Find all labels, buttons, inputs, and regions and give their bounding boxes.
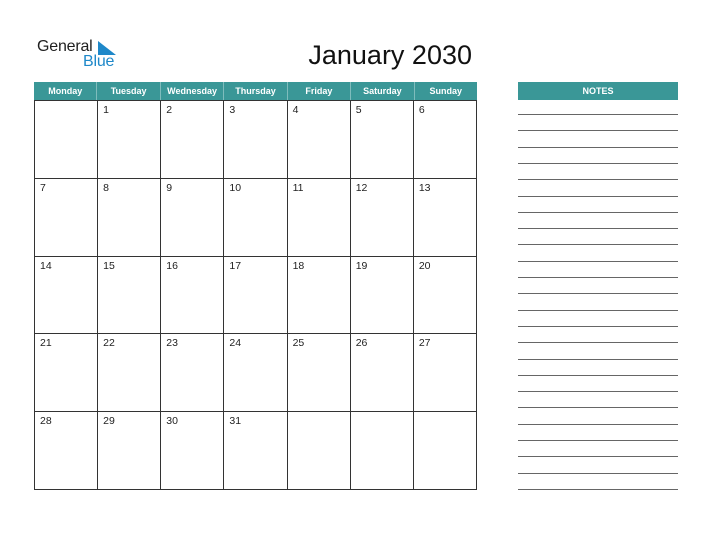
day-cell[interactable] <box>98 412 161 490</box>
note-line[interactable] <box>518 424 678 425</box>
weekday-monday: Monday <box>34 82 97 100</box>
day-cell[interactable] <box>351 101 414 179</box>
note-line[interactable] <box>518 440 678 441</box>
day-number: 15 <box>103 259 115 272</box>
day-cell[interactable] <box>161 257 224 335</box>
note-line[interactable] <box>518 114 678 115</box>
note-line[interactable] <box>518 407 678 408</box>
day-number: 30 <box>166 415 178 428</box>
note-line[interactable] <box>518 277 678 278</box>
day-cell[interactable] <box>98 334 161 412</box>
day-number: 14 <box>40 259 52 272</box>
note-line[interactable] <box>518 244 678 245</box>
day-cell[interactable] <box>288 412 351 490</box>
day-cell[interactable] <box>414 334 477 412</box>
day-number: 29 <box>103 415 115 428</box>
day-cell[interactable] <box>98 257 161 335</box>
logo-blue-text: Blue <box>83 53 115 70</box>
day-cell[interactable] <box>288 334 351 412</box>
day-number: 6 <box>418 104 425 116</box>
day-cell[interactable] <box>161 179 224 257</box>
day-cell[interactable] <box>414 101 477 179</box>
day-number: 4 <box>292 104 299 116</box>
weekday-saturday: Saturday <box>351 82 414 100</box>
calendar <box>34 82 477 490</box>
weekday-wednesday: Wednesday <box>161 82 224 100</box>
day-number: 12 <box>355 181 368 194</box>
day-cell[interactable] <box>35 257 98 335</box>
note-line[interactable] <box>518 489 678 490</box>
note-line[interactable] <box>518 326 678 327</box>
weekday-thursday: Thursday <box>224 82 287 100</box>
day-cell[interactable] <box>161 412 224 490</box>
note-line[interactable] <box>518 179 678 180</box>
day-cell[interactable] <box>414 257 477 335</box>
day-cell[interactable] <box>98 179 161 257</box>
month-title: January 2030 <box>308 40 472 70</box>
day-grid <box>34 100 477 490</box>
note-line[interactable] <box>518 359 678 360</box>
logo-general-text: General <box>37 38 93 55</box>
day-number: 23 <box>166 337 178 350</box>
note-line[interactable] <box>518 130 678 131</box>
day-number: 1 <box>103 104 109 116</box>
day-number: 31 <box>229 415 242 428</box>
day-cell[interactable] <box>224 101 287 179</box>
weekday-friday: Friday <box>288 82 351 100</box>
note-line[interactable] <box>518 147 678 148</box>
day-number: 13 <box>418 181 431 194</box>
day-cell[interactable] <box>351 257 414 335</box>
day-number: 9 <box>166 181 173 194</box>
day-number: 16 <box>166 259 178 272</box>
day-number: 21 <box>40 337 52 350</box>
day-cell[interactable] <box>35 412 98 490</box>
day-cell[interactable] <box>351 179 414 257</box>
day-cell[interactable] <box>224 334 287 412</box>
weekday-header <box>34 82 477 100</box>
notes-heading: NOTES <box>518 82 678 100</box>
day-number: 17 <box>229 259 242 272</box>
note-line[interactable] <box>518 228 678 229</box>
day-cell[interactable] <box>414 412 477 490</box>
day-number: 25 <box>292 337 305 350</box>
general-blue-logo <box>37 38 137 72</box>
day-cell[interactable] <box>414 179 477 257</box>
note-line[interactable] <box>518 391 678 392</box>
day-cell[interactable] <box>224 179 287 257</box>
day-cell[interactable] <box>288 179 351 257</box>
day-cell[interactable] <box>288 101 351 179</box>
day-number: 26 <box>355 337 368 350</box>
day-cell[interactable] <box>35 101 98 179</box>
weekday-sunday: Sunday <box>429 86 462 96</box>
day-cell[interactable] <box>351 412 414 490</box>
day-number: 7 <box>40 181 46 194</box>
day-cell[interactable] <box>35 334 98 412</box>
day-number: 20 <box>418 259 431 272</box>
note-line[interactable] <box>518 196 678 197</box>
weekday-tuesday: Tuesday <box>97 82 160 100</box>
day-number: 18 <box>292 259 305 272</box>
day-number: 28 <box>40 415 52 428</box>
day-number: 10 <box>229 181 242 194</box>
note-line[interactable] <box>518 163 678 164</box>
day-number: 27 <box>418 337 431 350</box>
day-cell[interactable] <box>35 179 98 257</box>
note-line[interactable] <box>518 310 678 311</box>
note-line[interactable] <box>518 375 678 376</box>
day-number: 5 <box>355 104 362 116</box>
note-line[interactable] <box>518 473 678 474</box>
day-number: 3 <box>229 104 236 116</box>
day-cell[interactable] <box>161 101 224 179</box>
day-cell[interactable] <box>98 101 161 179</box>
day-number: 19 <box>355 259 368 272</box>
day-cell[interactable] <box>224 412 287 490</box>
day-number: 11 <box>292 181 304 194</box>
note-line[interactable] <box>518 293 678 294</box>
day-cell[interactable] <box>288 257 351 335</box>
day-number: 22 <box>103 337 115 350</box>
note-line[interactable] <box>518 342 678 343</box>
day-cell[interactable] <box>224 257 287 335</box>
notes-panel <box>518 82 678 100</box>
note-line[interactable] <box>518 212 678 213</box>
day-number: 2 <box>166 104 173 116</box>
note-line[interactable] <box>518 456 678 457</box>
day-cell[interactable] <box>351 334 414 412</box>
day-number: 8 <box>103 181 109 194</box>
note-line[interactable] <box>518 261 678 262</box>
day-cell[interactable] <box>161 334 224 412</box>
day-number: 24 <box>229 337 242 350</box>
